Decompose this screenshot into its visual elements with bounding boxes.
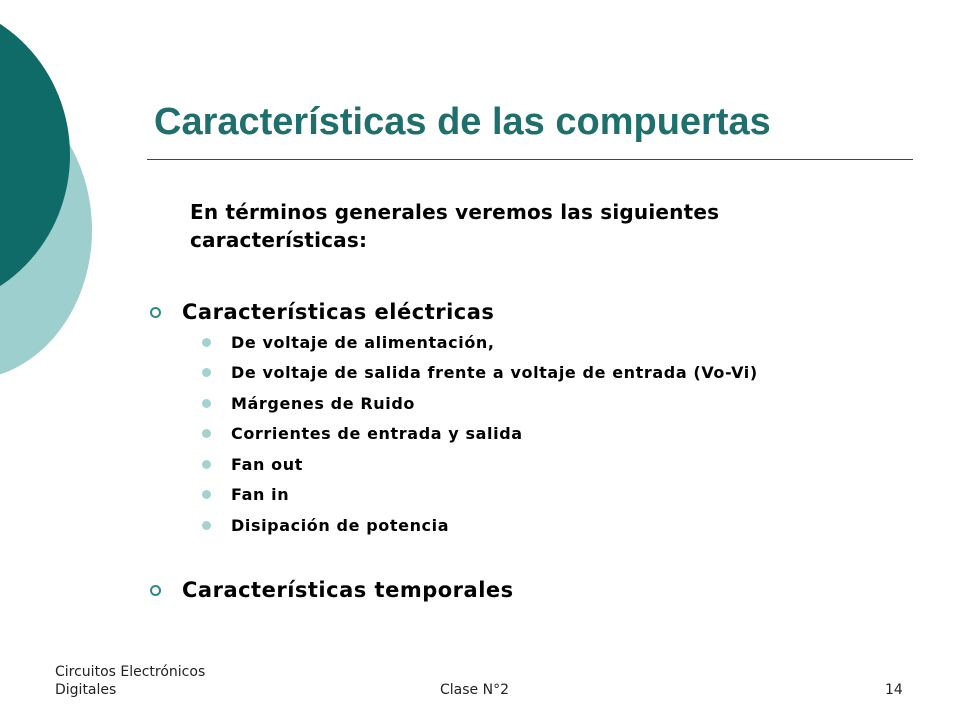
footer-course-line-1: Circuitos Electrónicos [55,664,206,680]
footer-course-line-2: Digitales [55,682,117,698]
section-temporal [150,574,514,606]
list-item [202,388,758,419]
dot-bullet-icon [202,368,211,377]
dot-bullet-icon [202,338,211,347]
list-item [202,419,758,450]
footer-course-name [55,663,205,699]
list-item [202,480,758,511]
section-label-temporal: Características temporales [182,578,514,602]
ring-bullet-icon [150,585,161,596]
dot-bullet-icon [202,490,211,499]
list-item-text: Fan in [231,485,290,505]
list-item [202,327,758,358]
footer-class-label: Clase N°2 [440,682,509,698]
list-item [202,358,758,389]
list-item-text: Fan out [231,454,303,474]
list-item [202,449,758,480]
list-item-text: Márgenes de Ruido [231,393,415,413]
list-item-text: Disipación de potencia [231,515,450,535]
list-item-text: De voltaje de salida frente a voltaje de entrada (Vo-Vi) [231,363,758,383]
dot-bullet-icon [202,460,211,469]
page-number: 14 [885,682,903,698]
dot-bullet-icon [202,521,211,530]
title-divider [147,159,913,160]
slide-title: Características de las compuertas [154,101,771,143]
list-item-text: Corrientes de entrada y salida [231,424,523,444]
list-item-text: De voltaje de alimentación, [231,332,495,352]
section-label-electrical: Características eléctricas [182,300,495,324]
dot-bullet-icon [202,399,211,408]
list-item [202,510,758,541]
intro-text: En términos generales veremos las siguientes características: [190,200,720,252]
dot-bullet-icon [202,429,211,438]
ring-bullet-icon [150,307,161,318]
section-electrical [150,296,494,328]
electrical-characteristics-list [202,327,758,541]
